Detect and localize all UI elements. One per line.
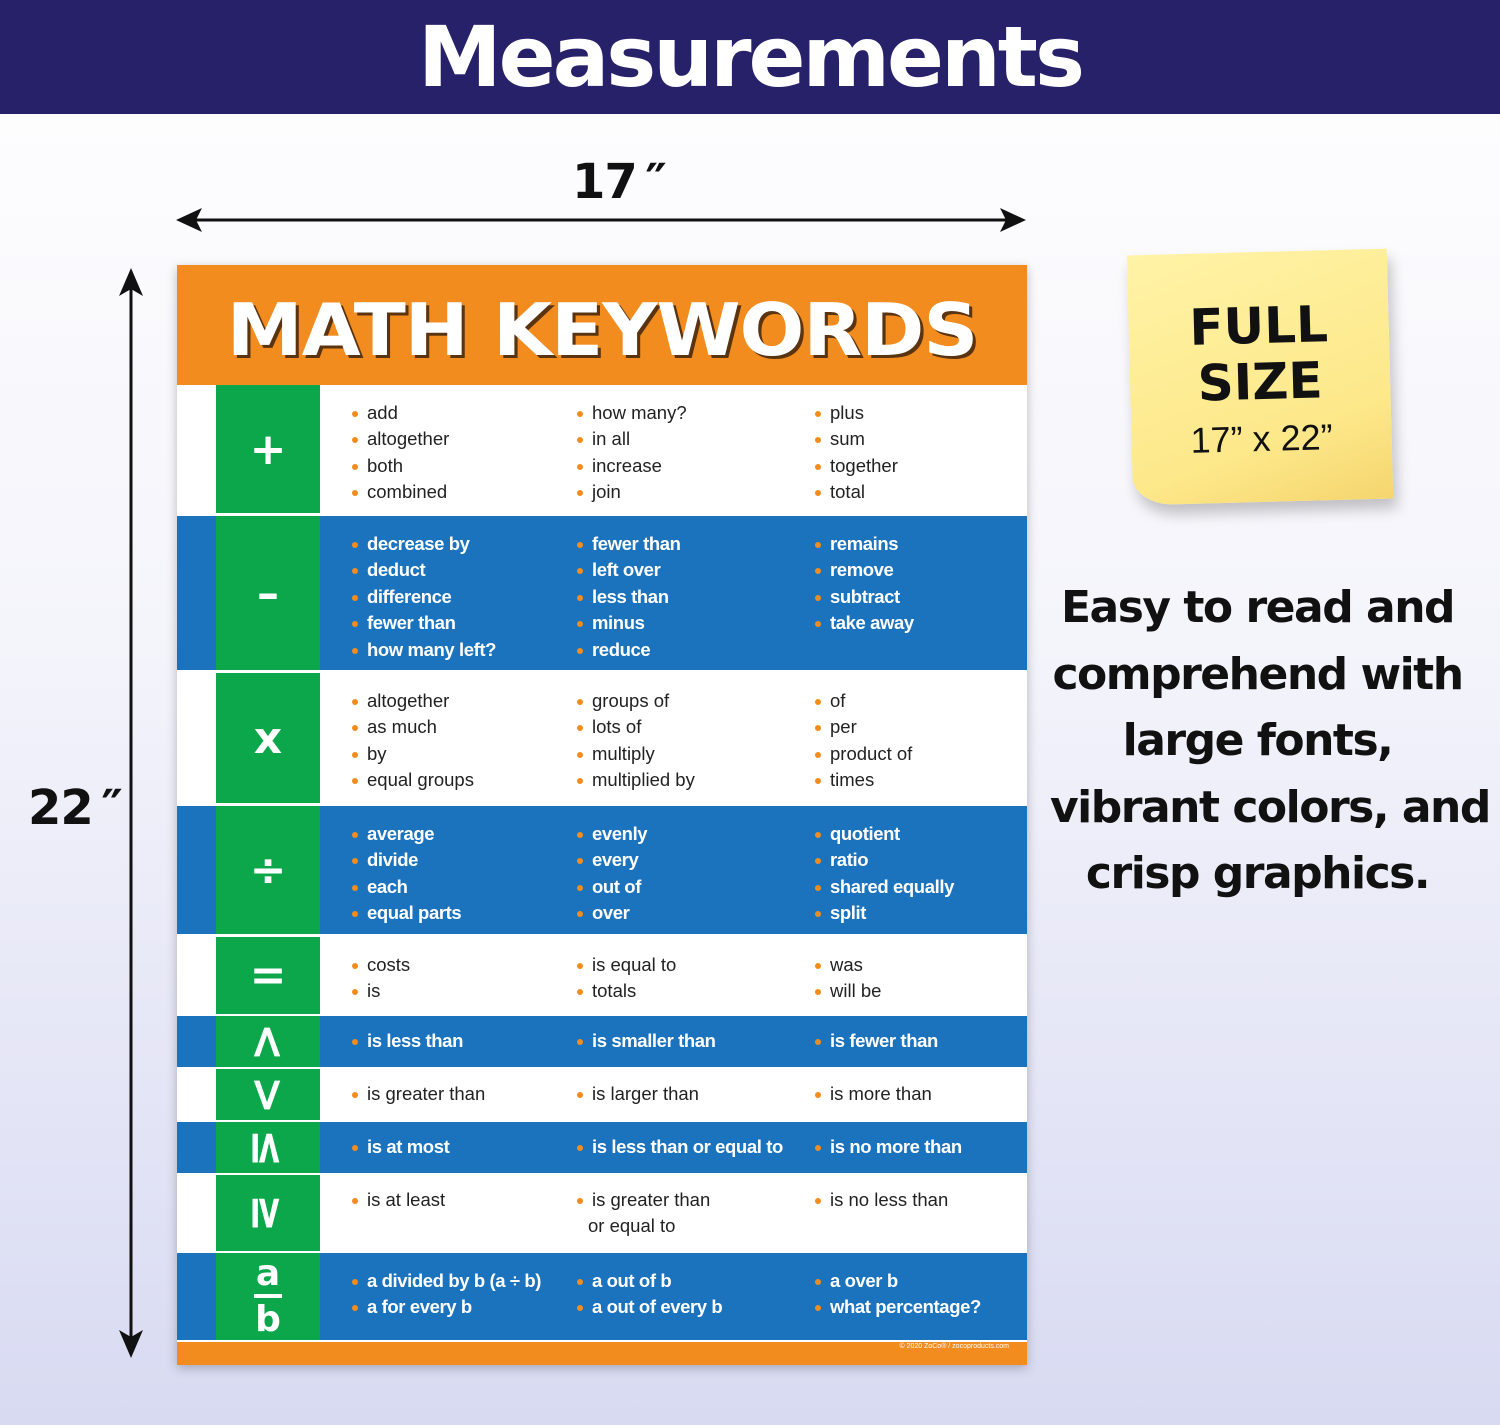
- keyword-item: remains: [815, 531, 914, 557]
- keyword-column: [352, 1028, 463, 1054]
- operator-glyph: ≥: [240, 1193, 295, 1233]
- keyword-item: left over: [577, 557, 681, 583]
- poster-title: MATH KEYWORDS: [226, 288, 978, 372]
- keyword-item: lots of: [577, 714, 695, 740]
- keyword-item: sum: [815, 426, 898, 452]
- operator-glyph: ≤: [240, 1128, 295, 1167]
- keyword-column: [577, 821, 647, 927]
- keyword-item: a for every b: [352, 1294, 541, 1320]
- operator-glyph: <: [240, 1022, 295, 1061]
- keyword-item: over: [577, 900, 647, 926]
- keyword-column: [577, 1268, 722, 1321]
- fraction-denominator: b: [255, 1298, 281, 1340]
- keyword-item: remove: [815, 557, 914, 583]
- operator-glyph: x: [253, 712, 283, 764]
- operator-symbol: [216, 1122, 320, 1173]
- keyword-item: product of: [815, 741, 912, 767]
- keyword-column: [352, 531, 496, 663]
- keyword-column: [577, 1187, 710, 1240]
- keyword-column: [352, 1268, 541, 1321]
- blurb-line: large fonts,: [1122, 715, 1393, 766]
- operator-glyph: =: [249, 950, 287, 1001]
- keyword-row: [177, 1253, 1027, 1340]
- keyword-column: [352, 688, 474, 794]
- keyword-column: [352, 952, 410, 1005]
- keyword-item: quotient: [815, 821, 954, 847]
- keyword-row: [177, 1016, 1027, 1067]
- keyword-item: a over b: [815, 1268, 981, 1294]
- keyword-item: equal groups: [352, 767, 474, 793]
- keyword-item: by: [352, 741, 474, 767]
- width-label: 17 ″: [572, 154, 666, 210]
- keyword-row: [177, 385, 1027, 513]
- keyword-item: is greater than: [352, 1081, 485, 1107]
- keyword-row: [177, 673, 1027, 803]
- feature-blurb: [1050, 575, 1490, 908]
- keyword-item: increase: [577, 453, 687, 479]
- keyword-column: [352, 1081, 485, 1107]
- keyword-item: is at least: [352, 1187, 445, 1213]
- keyword-item: how many?: [577, 400, 687, 426]
- operator-symbol: [216, 1253, 320, 1340]
- keyword-item: is greater than: [577, 1187, 710, 1213]
- keyword-item: add: [352, 400, 449, 426]
- keyword-item: is larger than: [577, 1081, 699, 1107]
- keyword-column: [352, 400, 449, 506]
- keyword-item: plus: [815, 400, 898, 426]
- keyword-item: every: [577, 847, 647, 873]
- keyword-column: [815, 1268, 981, 1321]
- blurb-line: crisp graphics.: [1085, 848, 1430, 899]
- keyword-item: each: [352, 874, 461, 900]
- keyword-column: [815, 400, 898, 506]
- keyword-row: [177, 937, 1027, 1014]
- keyword-row: [177, 1175, 1027, 1251]
- keyword-column: [352, 821, 461, 927]
- keyword-item: is smaller than: [577, 1028, 716, 1054]
- keyword-column: [815, 821, 954, 927]
- keyword-item: together: [815, 453, 898, 479]
- note-full: FULL: [1188, 295, 1329, 357]
- keyword-column: [352, 1187, 445, 1213]
- keyword-item: groups of: [577, 688, 695, 714]
- operator-glyph: >: [240, 1075, 295, 1114]
- operator-glyph: +: [249, 423, 287, 475]
- keyword-item: was: [815, 952, 881, 978]
- height-label: 22 ″: [28, 780, 122, 836]
- operator-symbol: [216, 385, 320, 513]
- keyword-item: in all: [577, 426, 687, 452]
- blurb-line: comprehend with: [1052, 648, 1463, 700]
- blurb-line: Easy to read and: [1060, 582, 1455, 633]
- copyright: © 2020 ZoCo® / zocoproducts.com: [899, 1343, 1009, 1350]
- keyword-item: subtract: [815, 584, 914, 610]
- keyword-row: [177, 1122, 1027, 1173]
- keyword-item: is no more than: [815, 1134, 962, 1160]
- keyword-item: divide: [352, 847, 461, 873]
- keyword-row: [177, 516, 1027, 670]
- keyword-item: take away: [815, 610, 914, 636]
- keyword-item: total: [815, 479, 898, 505]
- keyword-row: [177, 1069, 1027, 1120]
- keyword-column: [577, 952, 676, 1005]
- keyword-item: evenly: [577, 821, 647, 847]
- keyword-item: a out of every b: [577, 1294, 722, 1320]
- note-size-word: SIZE: [1196, 351, 1324, 413]
- keyword-item: multiplied by: [577, 767, 695, 793]
- keyword-column: [577, 1028, 716, 1054]
- operator-glyph: –: [257, 567, 279, 619]
- keyword-item: multiply: [577, 741, 695, 767]
- keyword-column: [815, 688, 912, 794]
- keyword-item: split: [815, 900, 954, 926]
- keyword-column: [815, 1081, 932, 1107]
- operator-symbol: [216, 516, 320, 670]
- operator-symbol: [216, 937, 320, 1014]
- keyword-item: difference: [352, 584, 496, 610]
- keyword-item: decrease by: [352, 531, 496, 557]
- math-keywords-poster: [177, 265, 1027, 1365]
- keyword-item: fewer than: [352, 610, 496, 636]
- keyword-column: [352, 1134, 449, 1160]
- keyword-item: minus: [577, 610, 681, 636]
- keyword-item: a divided by b (a ÷ b): [352, 1268, 541, 1294]
- height-arrow: [119, 268, 143, 1358]
- keyword-item: altogether: [352, 426, 449, 452]
- keyword-item: or equal to: [588, 1215, 676, 1237]
- keyword-item: is: [352, 978, 410, 1004]
- keyword-item: reduce: [577, 637, 681, 663]
- keyword-item: is more than: [815, 1081, 932, 1107]
- keyword-item: out of: [577, 874, 647, 900]
- operator-symbol: [216, 1016, 320, 1067]
- fraction-symbol: [254, 1252, 282, 1340]
- keyword-row: [177, 806, 1027, 934]
- keyword-column: [815, 1134, 962, 1160]
- keyword-item: will be: [815, 978, 881, 1004]
- keyword-item: is no less than: [815, 1187, 948, 1213]
- note-dimensions: 17” x 22”: [1190, 416, 1334, 461]
- keyword-item: as much: [352, 714, 474, 740]
- keyword-column: [577, 400, 687, 506]
- operator-symbol: [216, 673, 320, 803]
- keyword-item: how many left?: [352, 637, 496, 663]
- keyword-item: is equal to: [577, 952, 676, 978]
- fraction-numerator: a: [254, 1256, 282, 1298]
- keyword-column: [577, 688, 695, 794]
- keyword-item: deduct: [352, 557, 496, 583]
- keyword-item: costs: [352, 952, 410, 978]
- keyword-item: a out of b: [577, 1268, 722, 1294]
- banner-title: Measurements: [418, 8, 1082, 106]
- keyword-column: [577, 1134, 783, 1160]
- blurb-line: vibrant colors, and: [1050, 781, 1490, 833]
- keyword-item: is less than or equal to: [577, 1134, 783, 1160]
- keyword-item: is at most: [352, 1134, 449, 1160]
- keyword-column: [815, 1028, 938, 1054]
- keyword-item: is less than: [352, 1028, 463, 1054]
- operator-symbol: [216, 806, 320, 934]
- keyword-column: [577, 531, 681, 663]
- keyword-item: average: [352, 821, 461, 847]
- keyword-column: [815, 952, 881, 1005]
- operator-symbol: [216, 1069, 320, 1120]
- keyword-item: of: [815, 688, 912, 714]
- keyword-item: fewer than: [577, 531, 681, 557]
- keyword-item: is fewer than: [815, 1028, 938, 1054]
- keyword-item: combined: [352, 479, 449, 505]
- sticky-note: [1127, 249, 1393, 506]
- keyword-item: both: [352, 453, 449, 479]
- keyword-item: what percentage?: [815, 1294, 981, 1320]
- keyword-column: [577, 1081, 699, 1107]
- keyword-item: per: [815, 714, 912, 740]
- keyword-column: [815, 531, 914, 637]
- keyword-item: shared equally: [815, 874, 954, 900]
- operator-symbol: [216, 1175, 320, 1251]
- keyword-item: equal parts: [352, 900, 461, 926]
- keyword-item: times: [815, 767, 912, 793]
- width-arrow: [176, 208, 1026, 232]
- keyword-item: join: [577, 479, 687, 505]
- operator-glyph: ÷: [249, 844, 287, 896]
- poster-header: [177, 265, 1027, 385]
- keyword-item: less than: [577, 584, 681, 610]
- keyword-column: [815, 1187, 948, 1213]
- keyword-item: totals: [577, 978, 676, 1004]
- keyword-item: ratio: [815, 847, 954, 873]
- keyword-item: altogether: [352, 688, 474, 714]
